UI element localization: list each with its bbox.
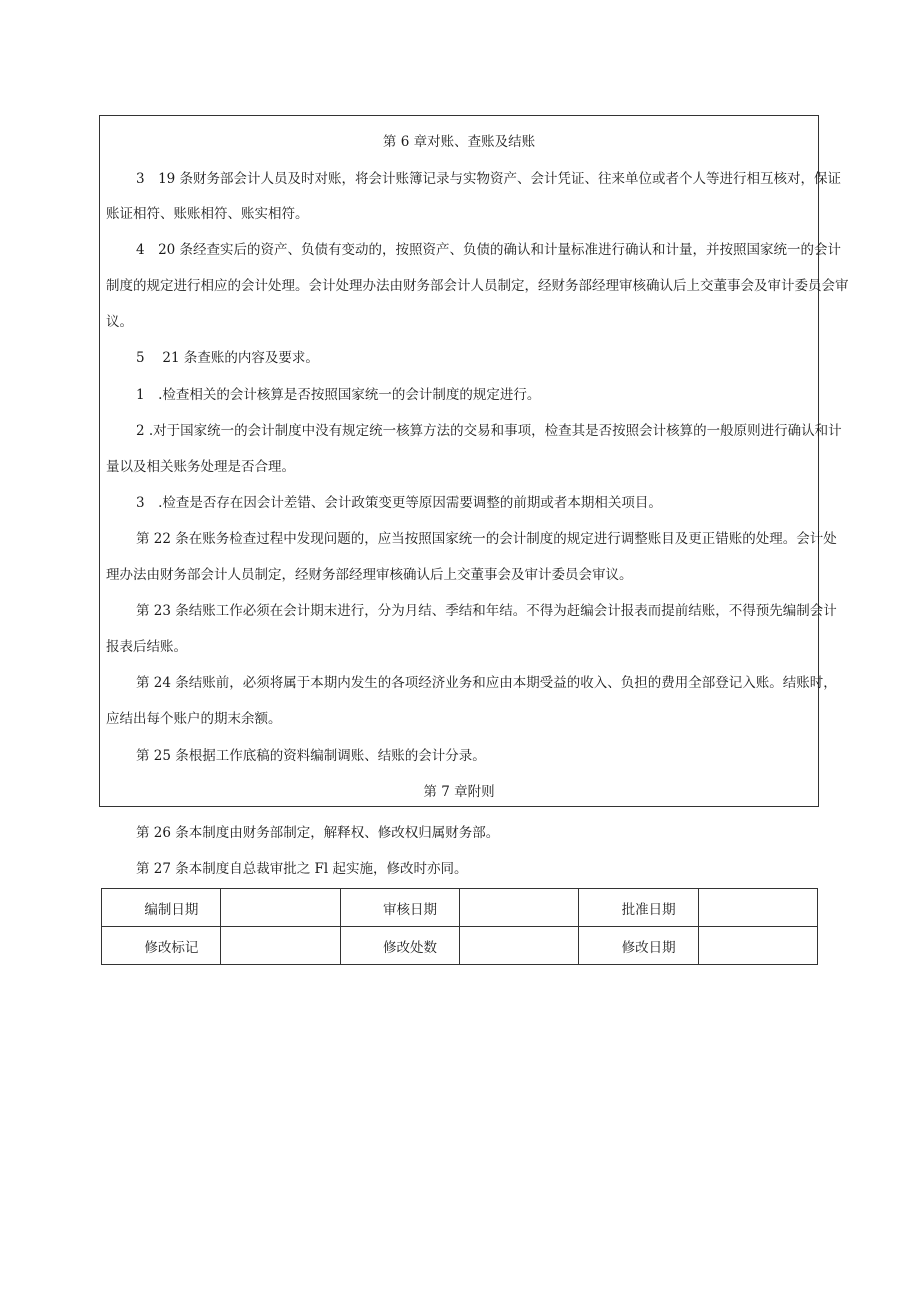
chapter-6-box — [99, 115, 849, 807]
article-25: 第 25 条根据工作底稿的资料编制调账、结账的会计分录。 — [136, 748, 486, 764]
chapter-6-title: 第 6 章对账、查账及结账 — [382, 134, 536, 150]
article-24-line-1: 第 24 条结账前，必须将属于本期内发生的各项经济业务和应由本期受益的收入、负担的费用全部登记入账。结账时， — [136, 675, 837, 691]
approval-date-label: 批准日期 — [579, 889, 698, 927]
revision-mark-value[interactable] — [221, 927, 340, 965]
check-item-3: 3 .检查是否存在因会计差错、会计政策变更等原因需要调整的前期或者本期相关项目。 — [136, 495, 662, 511]
review-date-value[interactable] — [459, 889, 578, 927]
review-date-label: 审核日期 — [340, 889, 459, 927]
check-item-2-line-1: 2 .对于国家统一的会计制度中没有规定统一核算方法的交易和事项，检查其是否按照会计核算的一般原则进行确认和计 — [136, 423, 842, 439]
revision-count-label: 修改处数 — [340, 927, 459, 965]
article-19-line-1: 3 19 条财务部会计人员及时对账，将会计账簿记录与实物资产、会计凭证、往来单位或者个人等进行相互核对，保证 — [136, 171, 842, 187]
revision-date-label: 修改日期 — [579, 927, 698, 965]
signoff-row-2 — [102, 927, 818, 965]
article-20-line-3: 议。 — [106, 314, 133, 330]
signoff-row-1 — [102, 889, 818, 927]
revision-mark-label: 修改标记 — [102, 927, 221, 965]
article-23-line-1: 第 23 条结账工作必须在会计期末进行，分为月结、季结和年结。不得为赶编会计报表而提前结账，不得预先编制会计 — [136, 603, 837, 619]
revision-count-value[interactable] — [459, 927, 578, 965]
article-22-line-2: 理办法由财务部会计人员制定，经财务部经理审核确认后上交董事会及审计委员会审议。 — [106, 567, 633, 583]
compile-date-label: 编制日期 — [102, 889, 221, 927]
check-item-2-line-2: 量以及相关账务处理是否合理。 — [106, 459, 295, 475]
article-19-line-2: 账证相符、账账相符、账实相符。 — [106, 206, 309, 222]
check-item-1: 1 .检查相关的会计核算是否按照国家统一的会计制度的规定进行。 — [136, 387, 541, 403]
article-27: 第 27 条本制度自总裁审批之 Fl 起实施，修改时亦同。 — [136, 861, 468, 877]
article-24-line-2: 应结出每个账户的期末余额。 — [106, 711, 282, 727]
article-26: 第 26 条本制度由财务部制定，解释权、修改权归属财务部。 — [136, 825, 500, 841]
chapter-7-title: 第 7 章附则 — [423, 784, 495, 800]
approval-date-value[interactable] — [698, 889, 817, 927]
signoff-table — [101, 888, 818, 965]
article-20-line-2: 制度的规定进行相应的会计处理。会计处理办法由财务部会计人员制定，经财务部经理审核确认后上交董事会及审计委员会审 — [106, 278, 849, 294]
article-20-line-1: 4 20 条经查实后的资产、负债有变动的，按照资产、负债的确认和计量标准进行确认和计量，并按照国家统一的会计 — [136, 242, 842, 258]
article-23-line-2: 报表后结账。 — [106, 639, 187, 655]
compile-date-value[interactable] — [221, 889, 340, 927]
article-21: 5 21 条查账的内容及要求。 — [136, 350, 319, 366]
revision-date-value[interactable] — [698, 927, 817, 965]
article-22-line-1: 第 22 条在账务检查过程中发现问题的，应当按照国家统一的会计制度的规定进行调整账目及更正错账的处理。会计处 — [136, 531, 837, 547]
